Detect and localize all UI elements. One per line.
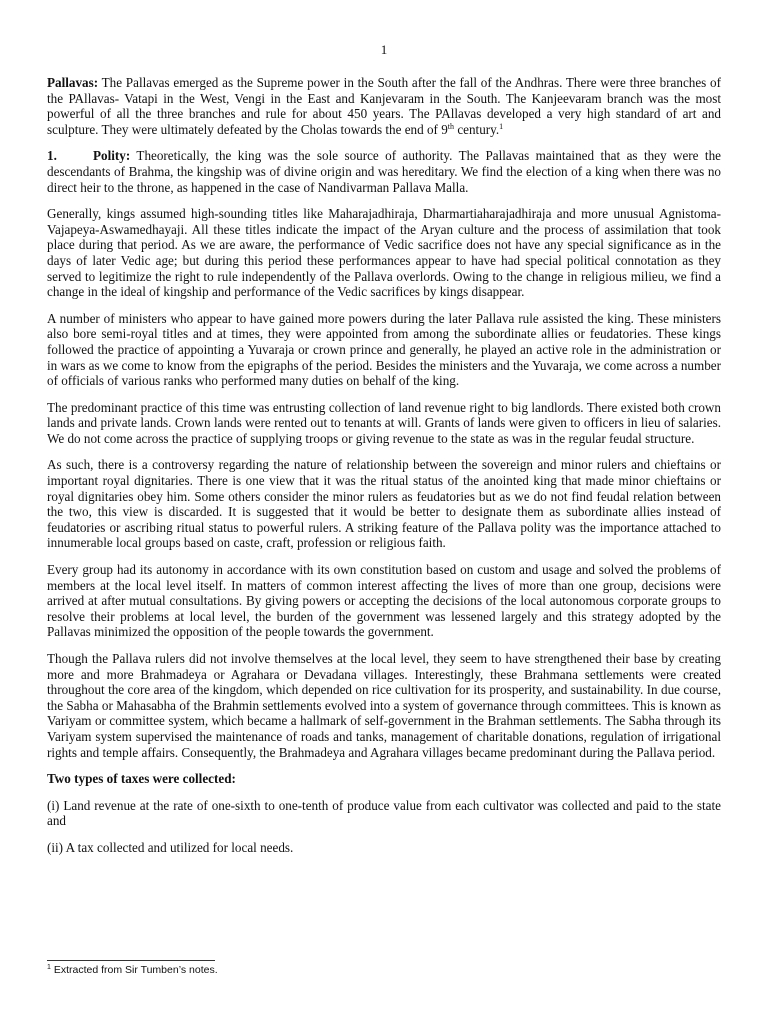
body-paragraph: Generally, kings assumed high-sounding titles like Maharajadhiraja, Dharmartiaharajadhiraja and more unusual Agnistoma-Vajapeya-Aswamedhayaji. All these titles indicate the impact of the Aryan culture and the process of assimilation that took place during that period. As we are aware, the performance of Vedic sacrifice does not have any special significance as in the days of later Vedic age; but during this period these performances appear to have had special political connotation as they served to legitimize the right to rule independently of the Pallava overlords. Owing to the change in religious milieu, we find a change in the ideal of kingship and performance of the Vedic sacrifices by kings disappear.	[47, 206, 721, 300]
tax-item: (ii) A tax collected and utilized for local needs.	[47, 839, 294, 855]
footnote	[47, 964, 721, 977]
intro-paragraph	[47, 75, 721, 137]
body-paragraph: The predominant practice of this time was entrusting collection of land revenue right to big landlords. There existed both crown lands and private lands. Crown lands were rented out to tenants at will. Grants of lands were given to officers in lieu of salaries. We do not come across the practice of supplying troops or giving revenue to the state as was in the regular feudal structure.	[47, 399, 721, 446]
body-paragraph: Though the Pallava rulers did not involve themselves at the local level, they seem to have strengthened their base by creating more and more Brahmadeya or Agrahara or Devadana villages. Interestingly, these Brahmana settlements were created throughout the core area of the kingdom, which depended on rice cultivation for its prosperity, and sustainability. In due course, the Sabha or Mahasabha of the Brahmin settlements evolved into a system of governance through committees. This is known as Variyam or committee system, which became a hallmark of self-government in the Brahman settlements. The Sabha through its Variyam system supervised the maintenance of roads and tanks, management of charitable donations, regulation of irrigational rights and temple affairs. Consequently, the Brahmadeya and Agrahara villages became predominant during the Pallava period.	[47, 651, 721, 760]
footnote-text: Extracted from Sir Tumben’s notes.	[50, 964, 218, 976]
taxes-heading: Two types of taxes were collected:	[47, 771, 236, 787]
intro-text-end: century.	[454, 121, 500, 137]
footnote-separator	[47, 960, 215, 961]
document-body	[47, 75, 721, 867]
footnote-reference[interactable]: 1	[499, 121, 504, 131]
body-paragraph: A number of ministers who appear to have gained more powers during the later Pallava rule assisted the king. These ministers also bore semi-royal titles and at times, they were appointed from among the subordinate allies or feudatories. These kings followed the practice of appointing a Yuvaraja or crown prince and generally, he played an active role in the administration or in wars as we come to know from the epigraphs of the period. Besides the ministers and the Yuvaraja, we come across a number of officials of various ranks who performed many duties on behalf of the king.	[47, 310, 721, 389]
page-number: 1	[380, 42, 388, 57]
section-heading: Polity:	[93, 148, 131, 164]
section-number: 1.	[47, 148, 57, 164]
body-paragraph: Every group had its autonomy in accordance with its own constitution based on custom and usage and solved the problems of members at the local level itself. In matters of common interest affecting the lives of more than one group, decisions were arrived at after mutual consultations. By giving powers or accepting the decisions of the local autonomous corporate groups to resolve their problems at local level, the burden of the government was lessened largely and this strategy adopted by the Pallavas minimized the opposition of the people towards the government.	[47, 562, 721, 640]
body-paragraph: As such, there is a controversy regarding the nature of relationship between the sovereign and minor rulers and chieftains or important royal dignitaries. There is one view that it was the ritual status of the anointed king that made minor chieftains or royal dignitaries obey him. Some others consider the minor rulers as feudatories but as we do not find feudal relation between the two, this view is discarded. It is suggested that it would be better to designate them as subordinate allies instead of feudatories or ascribing ritual status to powerful rulers. A striking feature of the Pallava polity was the importance attached to innumerable local groups based on caste, craft, profession or religious faith.	[47, 457, 721, 551]
polity-text: Theoretically, the king was the sole source of authority. The Pallavas maintained that as they were the descendants of Brahma, the kingship was of divine origin and was hereditary. We find the election of a king when there was no direct heir to the throne, as happened in the case of Nandivarman Pallava Malla.	[47, 148, 721, 195]
ordinal-suffix: th	[447, 121, 455, 131]
polity-paragraph	[47, 148, 721, 195]
intro-text: The Pallavas emerged as the Supreme power in the South after the fall of the Andhras. There were three branches of the PAllavas- Vatapi in the West, Vengi in the East and Kanjevaram in the South. The Kanjeevaram branch was the most powerful of all the three branches and rule for about 450 years. The PAllavas developed a very high standard of art and sculpture. They were ultimately defeated by the Cholas towards the end of 9	[47, 75, 721, 137]
intro-label: Pallavas:	[47, 75, 99, 90]
footnote-marker: 1	[47, 964, 51, 971]
tax-item: (i) Land revenue at the rate of one-sixth to one-tenth of produce value from each cultivator was collected and paid to the state and	[47, 797, 721, 829]
